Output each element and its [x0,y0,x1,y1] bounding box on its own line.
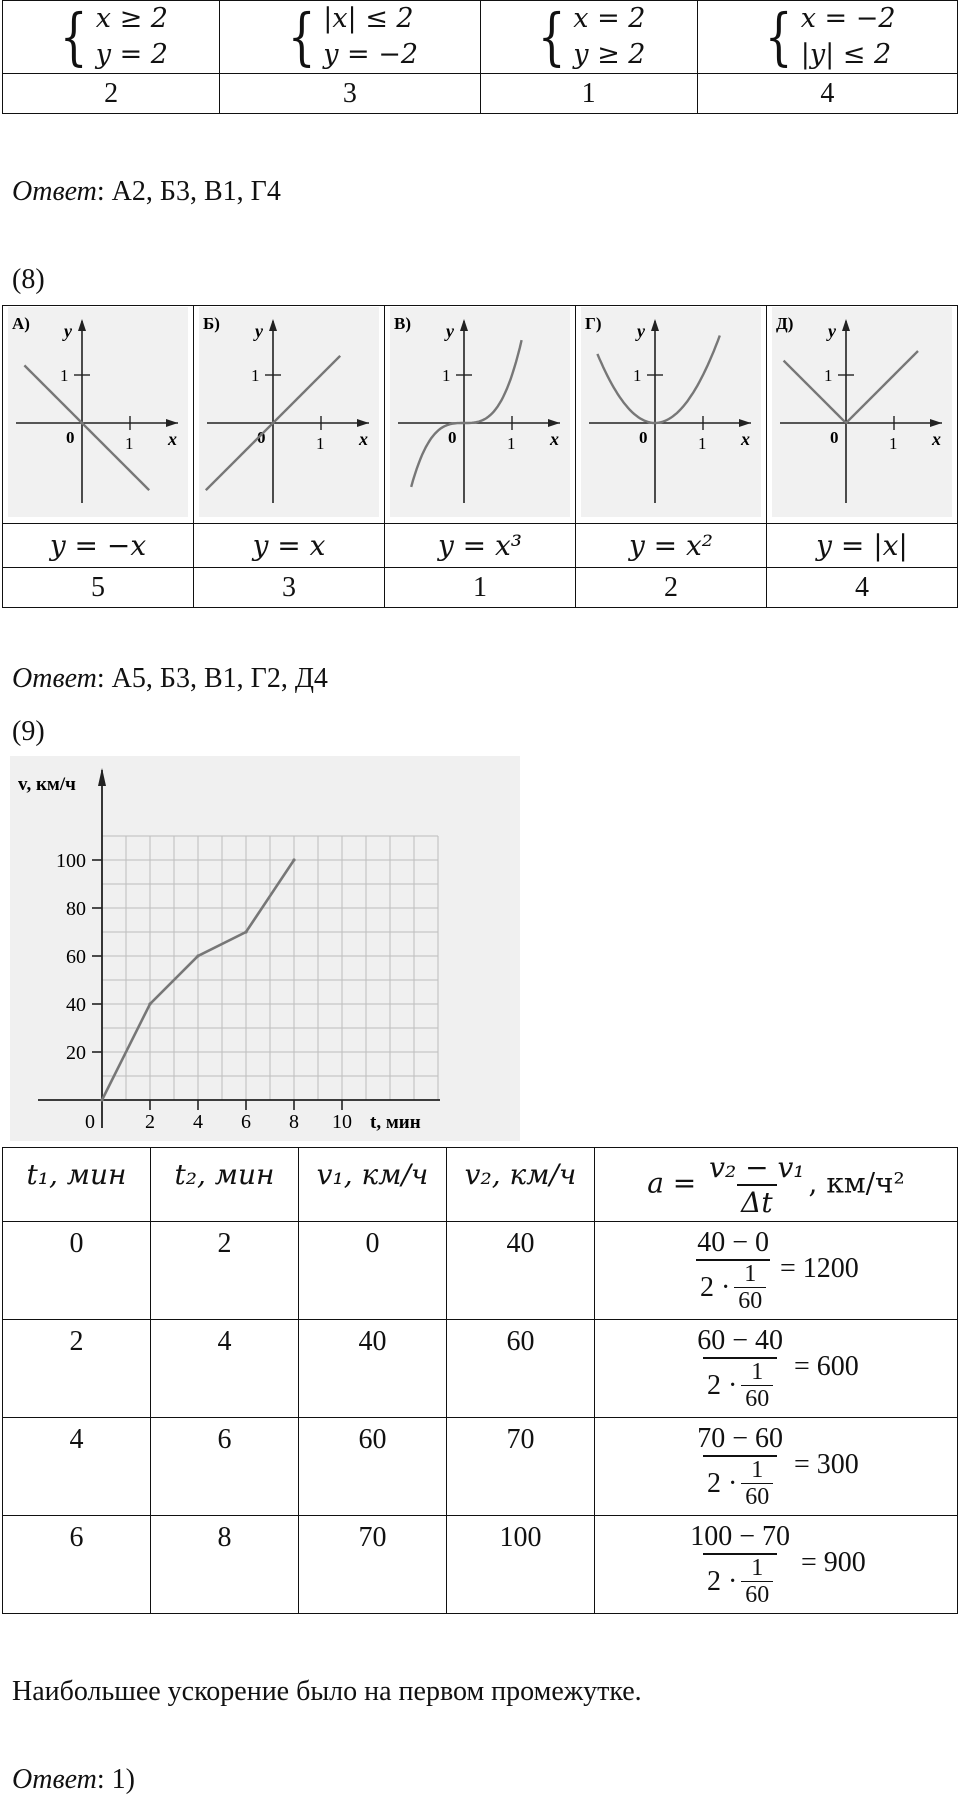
header-acceleration [595,1148,958,1222]
y-tick-label: 60 [66,946,86,968]
table-row [3,1320,958,1418]
y-tick-label: 80 [66,898,86,920]
acc-numerator: 60 − 40 [697,1325,783,1356]
x-tick-label: 10 [332,1111,352,1133]
system-line: x = −2 [800,3,896,34]
acc-denominator [703,1553,777,1608]
x-tick-label: 1 [698,434,707,453]
answer-9 [12,1764,135,1796]
cell-v2: 100 [447,1516,595,1614]
systems-table [2,0,958,114]
x-tick-label: 1 [316,434,325,453]
formula-cell: y = x² [576,524,767,568]
cell-v1: 0 [299,1222,447,1320]
graph-b [199,307,379,517]
cell-acceleration [595,1516,958,1614]
formula-unit: , км/ч² [808,1166,905,1199]
header-t1: t₁, мин [3,1148,151,1222]
number-cell: 2 [576,568,767,608]
table-row [3,1516,958,1614]
section-8-label: (8) [12,264,45,295]
x-tick-label: 2 [145,1111,155,1133]
system-cell: { x = 2 y ≥ 2 [480,1,697,74]
number-cell: 1 [385,568,576,608]
den-prefix: 2 · [706,1565,738,1597]
acc-numerator: 40 − 0 [697,1227,769,1258]
acc-result: = 300 [794,1448,859,1480]
answer-label: Ответ [12,663,97,694]
minute-fraction [741,1359,773,1412]
system-line: |y| ≤ 2 [800,39,892,70]
velocity-chart [10,756,520,1141]
table-row [3,1418,958,1516]
graph-cell-b [194,306,385,524]
x-axis-label: x [359,429,368,449]
graph-background [390,307,570,517]
graph-cell-d [767,306,958,524]
table-row [3,1222,958,1320]
y-axis-label: y [828,321,836,341]
minute-fraction [741,1555,773,1608]
x-tick-label: 1 [889,434,898,453]
data-point [196,954,199,957]
fraction-numerator: v₂ − v₁ [709,1150,805,1184]
system-line: y ≥ 2 [573,39,646,70]
number-cell: 5 [3,568,194,608]
system-cell: { x = −2 |y| ≤ 2 [697,1,957,74]
cell-acceleration [595,1320,958,1418]
cell-t1: 2 [3,1320,151,1418]
number-cell: 3 [220,74,480,114]
header-v1: v₁, км/ч [299,1148,447,1222]
section-9-label: (9) [12,716,45,747]
y-tick-label: 100 [56,850,86,872]
graph-letter: Г) [585,314,602,333]
den-prefix: 2 · [706,1369,738,1401]
graph-background [772,307,952,517]
cell-v1: 60 [299,1418,447,1516]
data-point [100,1098,103,1101]
graph-cell-v [385,306,576,524]
acc-fraction [693,1325,787,1412]
acc-numerator: 70 − 60 [697,1423,783,1454]
number-cell: 2 [3,74,220,114]
den-prefix: 2 · [706,1467,738,1499]
acc-denominator [696,1259,770,1314]
y-axis-title: v, км/ч [18,774,76,795]
answer-value: : А2, Б3, В1, Г4 [96,176,281,207]
cell-t2: 2 [151,1222,299,1320]
x-tick-label: 6 [241,1111,251,1133]
answer-8 [12,663,328,695]
number-cell: 3 [194,568,385,608]
data-point [148,1002,151,1005]
answer-7 [12,176,281,208]
y-tick-label: 1 [633,366,642,385]
den-prefix: 2 · [699,1271,731,1303]
number-cell: 4 [767,568,958,608]
number-cell: 4 [697,74,957,114]
graph-background [199,307,379,517]
answer-value: : 1) [96,1764,135,1795]
graph-d [772,307,952,517]
number-cell: 1 [480,74,697,114]
graph-background [8,307,188,517]
cell-t2: 4 [151,1320,299,1418]
y-tick-label: 20 [66,1042,86,1064]
answer-label: Ответ [12,1764,97,1795]
graph-cell-g [576,306,767,524]
minute-den: 60 [741,1581,773,1608]
y-tick-label: 1 [824,366,833,385]
formula-cell: y = −x [3,524,194,568]
origin-label: 0 [639,428,648,447]
y-axis-label: y [637,321,645,341]
cell-v2: 60 [447,1320,595,1418]
header-t2: t₂, мин [151,1148,299,1222]
graph-cell-a [3,306,194,524]
origin-label: 0 [66,428,75,447]
acc-result: = 1200 [780,1252,859,1284]
y-axis-label: y [64,321,72,341]
graph-background [581,307,761,517]
cell-v2: 70 [447,1418,595,1516]
origin-label: 0 [448,428,457,447]
y-axis-label: y [446,321,454,341]
conclusion-text: Наибольшее ускорение было на первом промежутке. [12,1676,642,1707]
minute-fraction [741,1457,773,1510]
acc-fraction [693,1227,773,1314]
graph-a [8,307,188,517]
acceleration-table [2,1147,958,1614]
acc-numerator: 100 − 70 [690,1521,790,1552]
acc-fraction [693,1423,787,1510]
x-tick-label: 8 [289,1111,299,1133]
minute-num: 1 [744,1261,757,1287]
system-line: |x| ≤ 2 [323,3,414,34]
data-point [292,858,295,861]
formula-cell: y = x [194,524,385,568]
minute-num: 1 [751,1457,764,1483]
system-line: x = 2 [573,3,646,34]
acc-denominator [703,1455,777,1510]
graph-letter: Б) [203,314,220,333]
x-axis-label: x [550,429,559,449]
x-axis-label: x [741,429,750,449]
graph-g [581,307,761,517]
system-cell: { x ≥ 2 y = 2 [3,1,220,74]
answer-value: : А5, Б3, В1, Г2, Д4 [96,663,328,694]
acc-result: = 600 [794,1350,859,1382]
formula-fraction [705,1151,808,1219]
cell-t1: 0 [3,1222,151,1320]
x-tick-label: 4 [193,1111,203,1133]
cell-t2: 6 [151,1418,299,1516]
x-tick-label: 1 [507,434,516,453]
system-line: y = −2 [323,39,419,70]
graph-letter: Д) [776,314,794,333]
x-axis-title: t, мин [370,1112,421,1133]
y-axis-label: y [255,321,263,341]
cell-t2: 8 [151,1516,299,1614]
header-v2: v₂, км/ч [447,1148,595,1222]
cell-acceleration [595,1222,958,1320]
system-cell: { |x| ≤ 2 y = −2 [220,1,480,74]
minute-fraction [734,1261,766,1314]
graph-letter: В) [394,314,411,333]
origin-label: 0 [257,428,266,447]
x-tick-label: 1 [125,434,134,453]
cell-acceleration [595,1418,958,1516]
cell-t1: 4 [3,1418,151,1516]
system-line: y = 2 [95,39,168,70]
minute-den: 60 [741,1385,773,1412]
graph-v [390,307,570,517]
x-tick-label: 0 [85,1111,95,1133]
graph-letter: А) [12,314,30,333]
minute-num: 1 [751,1359,764,1385]
cell-v1: 40 [299,1320,447,1418]
origin-label: 0 [830,428,839,447]
formula-cell: y = x³ [385,524,576,568]
y-tick-label: 1 [251,366,260,385]
graphs-table [2,305,958,608]
acc-result: = 900 [801,1546,866,1578]
x-axis-label: x [168,429,177,449]
answer-label: Ответ [12,176,97,207]
y-arrow [98,768,106,786]
cell-v2: 40 [447,1222,595,1320]
data-point [244,930,247,933]
cell-t1: 6 [3,1516,151,1614]
formula-cell: y = |x| [767,524,958,568]
acc-denominator [703,1357,777,1412]
minute-num: 1 [751,1555,764,1581]
minute-den: 60 [734,1287,766,1314]
minute-den: 60 [741,1483,773,1510]
system-line: x ≥ 2 [95,3,168,34]
y-tick-label: 1 [442,366,451,385]
formula-a: a = [647,1166,697,1199]
x-axis-label: x [932,429,941,449]
acc-fraction [686,1521,794,1608]
y-tick-label: 1 [60,366,69,385]
cell-v1: 70 [299,1516,447,1614]
fraction-denominator: Δt [737,1184,776,1219]
y-tick-label: 40 [66,994,86,1016]
